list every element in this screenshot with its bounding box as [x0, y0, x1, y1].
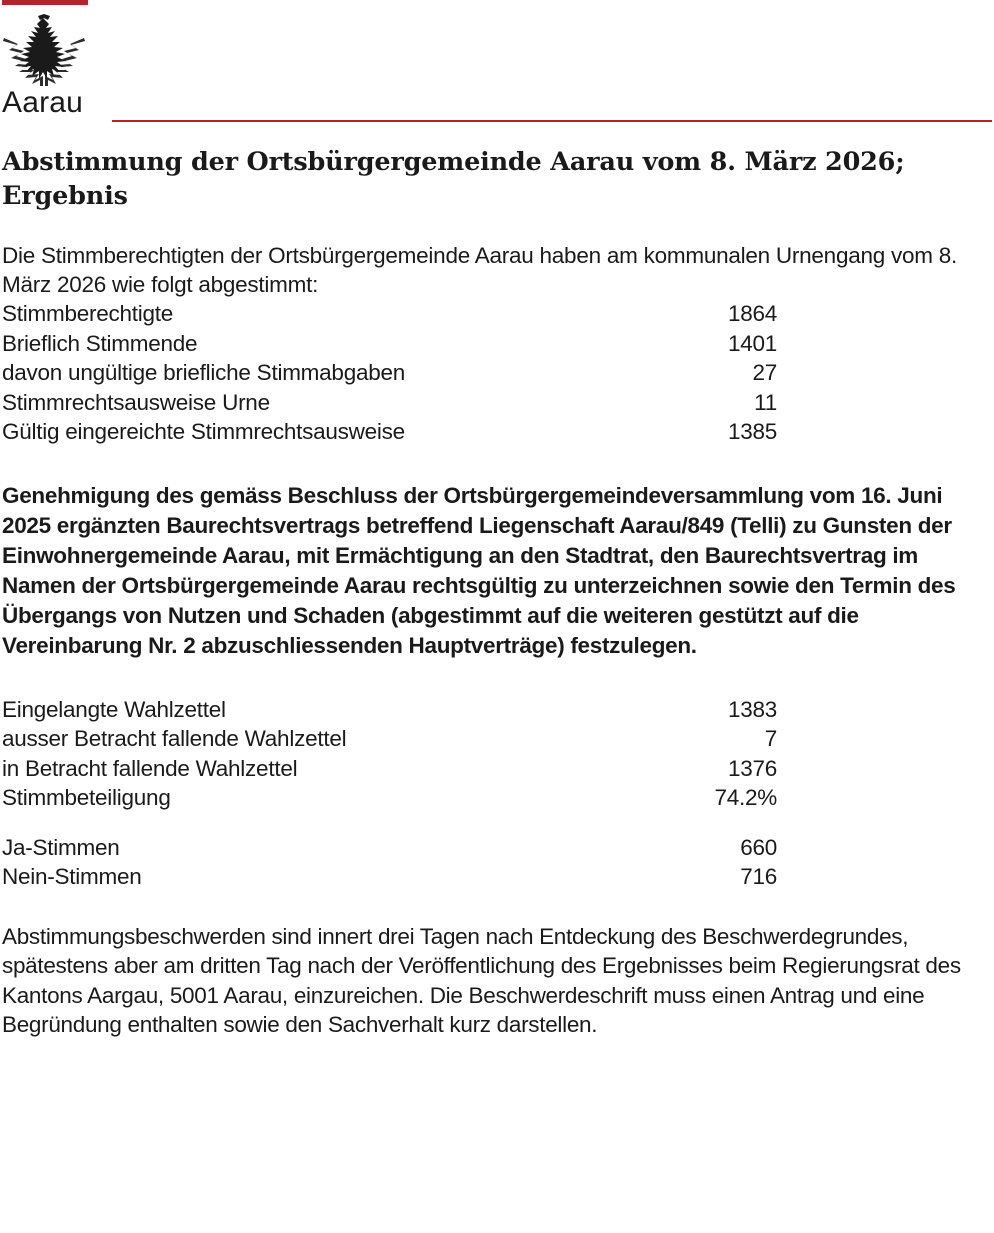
stat-value: 716 — [740, 864, 777, 890]
table-row — [2, 299, 777, 328]
stat-value: 74.2% — [714, 785, 777, 811]
stat-label: Brieflich Stimmende — [2, 330, 198, 356]
stat-label: in Betracht fallende Wahlzettel — [2, 755, 298, 781]
stat-label: Nein-Stimmen — [2, 864, 142, 890]
section-spacer — [2, 661, 992, 695]
table-row — [2, 329, 777, 358]
table-row — [2, 358, 777, 387]
stat-value: 1401 — [727, 330, 777, 356]
stat-value: 1383 — [727, 696, 777, 722]
stat-label: Gültig eingereichte Stimmrechtsausweise — [2, 419, 405, 445]
appeal-note-paragraph: Abstimmungsbeschwerden sind innert drei Tagen nach Entdeckung des Beschwerdegrundes, spätestens aber am dritten Tag nach der Veröffentlichung des Ergebnisses beim Regierungsrat des Kantons Aargau, 5001 Aarau, einzureichen. Die Beschwerdeschrift muss einen Antrag und eine Begründung enthalten sowie den Sachverhalt kurz darstellen. — [2, 923, 961, 1038]
table-spacer-row — [2, 813, 777, 823]
ballot-stats-table — [2, 695, 777, 892]
header-top-accent-rule — [2, 0, 88, 5]
stat-label: Stimmberechtigte — [2, 301, 174, 327]
table-row — [2, 388, 777, 417]
table-row — [2, 417, 777, 446]
aarau-eagle-crest-icon — [2, 14, 86, 88]
stat-label: ausser Betracht fallende Wahlzettel — [2, 726, 347, 752]
document-header — [2, 0, 992, 128]
table-row — [2, 833, 777, 862]
aarau-wordmark: Aarau — [2, 86, 84, 119]
table-gap — [2, 813, 777, 823]
stat-value: 660 — [740, 834, 777, 860]
header-accent-rule — [112, 120, 992, 122]
stat-value: 11 — [754, 389, 777, 415]
stat-label: Stimmrechtsausweise Urne — [2, 389, 270, 415]
table-row — [2, 695, 777, 724]
stat-label: Ja-Stimmen — [2, 834, 120, 860]
stat-value: 1376 — [727, 755, 777, 781]
stat-value: 27 — [752, 360, 777, 386]
stat-label: Eingelangte Wahlzettel — [2, 696, 226, 722]
intro-paragraph: Die Stimmberechtigten der Ortsbürgergemeinde Aarau haben am kommunalen Urnengang vom 8. März 2026 wie folgt abgestimmt: — [2, 243, 958, 298]
table-row — [2, 724, 777, 753]
stat-value: 7 — [764, 726, 777, 752]
stat-label: Stimmbeteiligung — [2, 785, 171, 811]
page-title: Abstimmung der Ortsbürgergemeinde Aarau vom 8. März 2026; Ergebnis — [2, 147, 905, 211]
voter-stats-table — [2, 299, 777, 446]
table-spacer-row — [2, 823, 777, 833]
stat-value: 1864 — [727, 301, 777, 327]
proposition-text: Genehmigung des gemäss Beschluss der Ortsbürgergemeindeversammlung vom 16. Juni 2025 ergänzten Baurechtsvertrags betreffend Liegenschaft Aarau/849 (Telli) zu Gunsten der Einwohnergemeinde Aarau, mit Ermächtigung an den Stadtrat, den Baurechtsvertrag im Namen der Ortsbürgergemeinde Aarau rechtsgültig zu unterzeichnen sowie den Termin des Übergangs von Nutzen und Schaden (abgestimmt auf die weiteren gestützt auf die Vereinbarung Nr. 2 abzuschliessenden Hauptverträge) festzulegen. — [2, 482, 956, 658]
table-row — [2, 754, 777, 783]
table-gap — [2, 823, 777, 833]
table-row — [2, 862, 777, 891]
stat-label: davon ungültige briefliche Stimmabgaben — [2, 360, 406, 386]
stat-value: 1385 — [727, 419, 777, 445]
table-row — [2, 783, 777, 812]
